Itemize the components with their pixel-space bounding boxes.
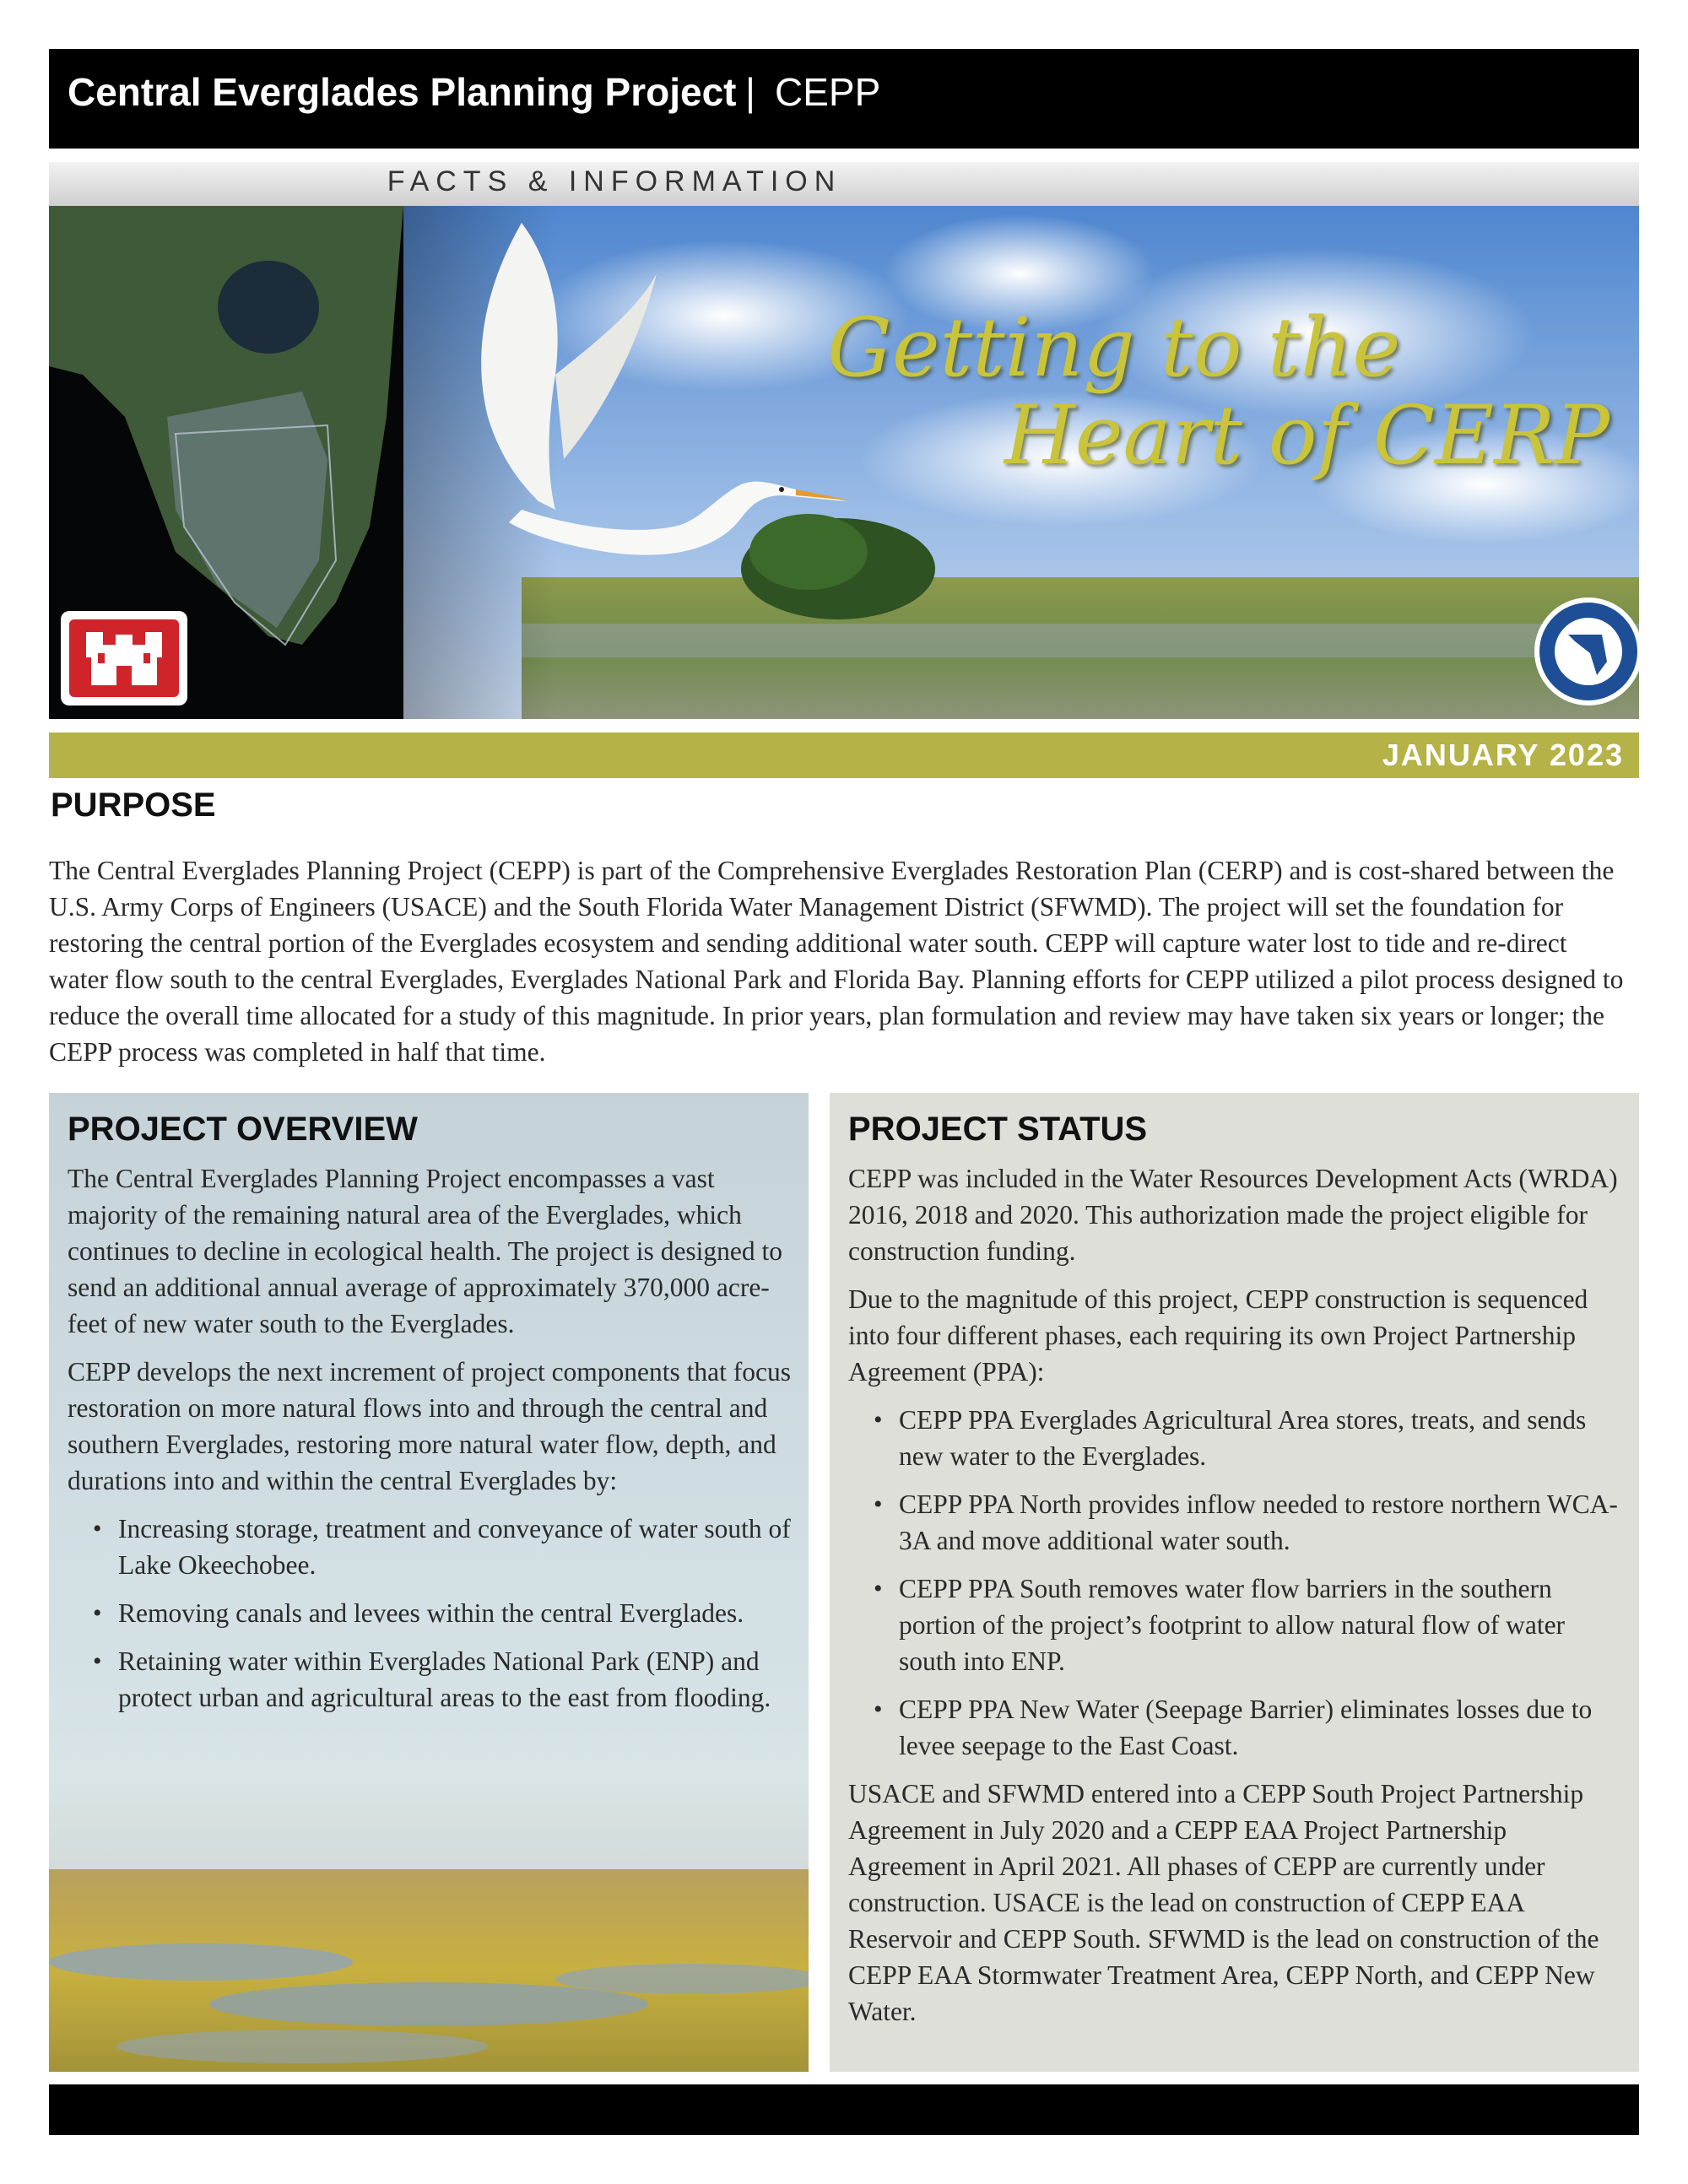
list-item: • CEPP PPA South removes water flow barriers in the southern portion of the project’s footprint to allow natural flow of water south into ENP. <box>848 1570 1625 1679</box>
hero-title-line1: Getting to the <box>827 300 1401 395</box>
purpose-text: The Central Everglades Planning Project (CEPP) is part of the Comprehensive Everglades Restoration Plan (CERP) and is cost-shared between the U.S. Army Corps of Engineers (USACE) and the South Florida Water Management District (SFWMD). The project will set the foundation for restoring the central portion of the Everglades ecosystem and sending additional water south. CEPP will capture water lost to tide and re-direct water flow south to the central Everglades, Everglades National Park and Florida Bay. Planning efforts for CEPP utilized a pilot process designed to reduce the overall time allocated for a study of this magnitude. In prior years, plan formulation and review may have taken six years or longer; the CEPP process was completed in half that time. <box>49 856 1624 1067</box>
list-item: • Removing canals and levees within the central Everglades. <box>68 1595 802 1631</box>
bullet-icon: • <box>93 1647 102 1675</box>
overview-para-1: The Central Everglades Planning Project encompasses a vast majority of the remaining natural area of the Everglades, which continues to decline in ecological health. The project is designed to send an additional annual average of approximately 370,000 acre-feet of new water south to the Everglades. <box>68 1164 783 1338</box>
list-item: • CEPP PPA Everglades Agricultural Area stores, treats, and sends new water to the Everglades. <box>848 1402 1625 1474</box>
facts-label: FACTS & INFORMATION <box>387 165 842 197</box>
bullet-icon: • <box>874 1490 883 1518</box>
sfwmd-seal-logo <box>1534 597 1639 705</box>
header-separator: | <box>745 70 755 114</box>
bullet-icon: • <box>874 1695 883 1723</box>
usace-castle-logo <box>61 611 187 705</box>
status-para-2: Due to the magnitude of this project, CEPP construction is sequenced into four different phases, each requiring its own Project Partnership Agreement (PPA): <box>848 1284 1588 1387</box>
overview-heading: PROJECT OVERVIEW <box>68 1111 418 1148</box>
footer-bar <box>49 2084 1639 2135</box>
hero-title <box>827 300 1610 483</box>
lake-okeechobee <box>218 261 319 354</box>
bullet-icon: • <box>874 1575 883 1603</box>
overview-bullet-list <box>68 1511 802 1716</box>
purpose-heading: PURPOSE <box>51 787 216 824</box>
status-para-1: CEPP was included in the Water Resources Development Acts (WRDA) 2016, 2018 and 2020. This authorization made the project eligible for construction funding. <box>848 1164 1618 1266</box>
status-content <box>848 1107 1625 2041</box>
bullet-icon: • <box>874 1406 883 1434</box>
hero-title-line2: Heart of CERP <box>1004 388 1610 483</box>
overview-content <box>68 1107 802 1727</box>
list-item: • Retaining water within Everglades National Park (ENP) and protect urban and agricultural areas to the east from flooding. <box>68 1643 802 1716</box>
header-title: Central Everglades Planning Project <box>68 70 737 114</box>
bullet-icon: • <box>93 1599 102 1627</box>
list-item: • Increasing storage, treatment and conveyance of water south of Lake Okeechobee. <box>68 1511 802 1583</box>
bullet-icon: • <box>93 1515 102 1543</box>
header-subtitle: CEPP <box>775 70 881 114</box>
overview-para-2: CEPP develops the next increment of project components that focus restoration on more natural flows into and through the central and southern Everglades, restoring more natural water flow, depth, and durations into and within the central Everglades by: <box>68 1357 792 1495</box>
issue-date: JANUARY 2023 <box>1382 738 1624 772</box>
status-bullet-list <box>848 1402 1625 1764</box>
list-item: • CEPP PPA North provides inflow needed to restore northern WCA-3A and move additional water south. <box>848 1486 1625 1559</box>
status-heading: PROJECT STATUS <box>848 1111 1148 1148</box>
status-para-3: USACE and SFWMD entered into a CEPP South Project Partnership Agreement in July 2020 and a CEPP EAA Project Partnership Agreement in April 2021. All phases of CEPP are currently under construction. USACE is the lead on construction of CEPP EAA Reservoir and CEPP South. SFWMD is the lead on construction of the CEPP EAA Stormwater Treatment Area, CEPP North, and CEPP New Water. <box>848 1779 1599 2026</box>
list-item: • CEPP PPA New Water (Seepage Barrier) eliminates losses due to levee seepage to the East Coast. <box>848 1691 1625 1764</box>
